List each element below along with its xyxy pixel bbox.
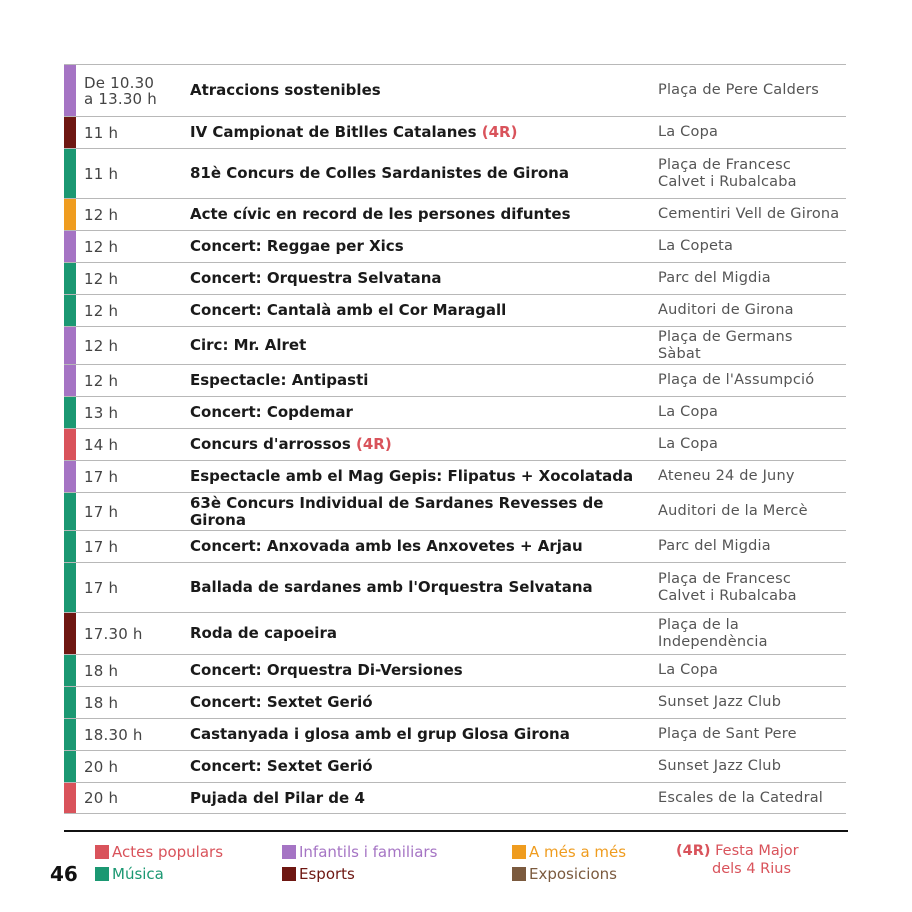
legend-4r-label-2: dels 4 Rius (712, 861, 791, 877)
event-venue: Cementiri Vell de Girona (658, 206, 840, 223)
event-title (190, 206, 650, 223)
event-venue: Plaça de l'Assumpció (658, 372, 815, 389)
event-title-text: Concert: Copdemar (190, 403, 353, 421)
event-title-text: Castanyada i glosa amb el grup Glosa Girona (190, 725, 570, 743)
legend-4r-code: (4R) (676, 843, 711, 859)
event-time: 17 h (84, 578, 119, 597)
event-title (190, 436, 650, 453)
category-color-bar (64, 65, 76, 116)
event-venue: Parc del Migdia (658, 538, 771, 555)
event-time: 11 h (84, 164, 119, 183)
page-number: 46 (50, 862, 78, 886)
legend-swatch-esports (282, 867, 296, 881)
event-title-text: Concert: Orquestra Di-Versiones (190, 661, 463, 679)
event-venue: La Copa (658, 436, 719, 453)
schedule-row (64, 750, 846, 782)
event-4r-tag: (4R) (481, 123, 518, 141)
legend-label: Esports (299, 865, 355, 883)
schedule-row (64, 530, 846, 562)
legend-label: Exposicions (529, 865, 617, 883)
legend-4r (676, 842, 799, 878)
schedule-row (64, 396, 846, 428)
event-title (190, 625, 650, 642)
category-color-bar (64, 263, 76, 294)
event-venue: La Copa (658, 124, 719, 141)
schedule-row (64, 116, 846, 148)
event-title-text: Concert: Sextet Gerió (190, 757, 373, 775)
event-title-text: IV Campionat de Bitlles Catalanes (190, 123, 482, 141)
legend-swatch-actes-populars (95, 845, 109, 859)
event-title (190, 468, 650, 485)
schedule-row (64, 782, 846, 814)
category-color-bar (64, 295, 76, 326)
event-title (190, 124, 650, 141)
category-color-bar (64, 365, 76, 396)
category-color-bar (64, 719, 76, 750)
schedule-row (64, 460, 846, 492)
event-title-text: Concert: Cantalà amb el Cor Maragall (190, 301, 507, 319)
event-venue: Escales de la Catedral (658, 789, 824, 806)
schedule-row (64, 364, 846, 396)
category-color-bar (64, 531, 76, 562)
event-title (190, 404, 650, 421)
event-title (190, 538, 650, 555)
event-time: 17.30 h (84, 624, 143, 643)
event-venue: La Copeta (658, 238, 734, 255)
legend-label: A més a més (529, 843, 627, 861)
legend-esports (282, 865, 355, 883)
event-time: De 10.30 a 13.30 h (84, 73, 157, 108)
category-color-bar (64, 397, 76, 428)
event-venue: Ateneu 24 de Juny (658, 468, 795, 485)
event-venue: Sunset Jazz Club (658, 758, 782, 775)
event-title (190, 495, 650, 529)
event-venue: Sunset Jazz Club (658, 694, 782, 711)
schedule-row (64, 64, 846, 116)
event-title-text: Acte cívic en record de les persones difuntes (190, 205, 571, 223)
schedule-row (64, 612, 846, 654)
event-time: 17 h (84, 467, 119, 486)
event-time: 12 h (84, 205, 119, 224)
category-color-bar (64, 751, 76, 782)
event-venue: Plaça de Sant Pere (658, 726, 797, 743)
event-title (190, 238, 650, 255)
category-color-bar (64, 687, 76, 718)
schedule-row (64, 654, 846, 686)
event-title (190, 579, 650, 596)
category-color-bar (64, 655, 76, 686)
event-title (190, 694, 650, 711)
category-color-bar (64, 149, 76, 198)
event-title-text: Circ: Mr. Alret (190, 336, 307, 354)
event-time: 14 h (84, 435, 119, 454)
event-title (190, 82, 650, 99)
category-color-bar (64, 327, 76, 364)
category-color-bar (64, 461, 76, 492)
event-time: 12 h (84, 269, 119, 288)
event-venue: La Copa (658, 404, 719, 421)
schedule-row (64, 198, 846, 230)
event-time: 12 h (84, 371, 119, 390)
event-time: 11 h (84, 123, 119, 142)
event-title-text: Roda de capoeira (190, 624, 337, 642)
event-time: 17 h (84, 537, 119, 556)
event-venue: Plaça de Germans Sàbat (658, 329, 793, 362)
event-time: 20 h (84, 789, 119, 807)
legend-label: Infantils i familiars (299, 843, 438, 861)
category-color-bar (64, 613, 76, 654)
event-title (190, 302, 650, 319)
event-title-text: Concert: Orquestra Selvatana (190, 269, 442, 287)
legend-label: Música (112, 865, 164, 883)
event-title-text: 63è Concurs Individual de Sardanes Revesses de Girona (190, 493, 604, 529)
schedule-row (64, 686, 846, 718)
legend-swatch-infantils (282, 845, 296, 859)
event-title-text: Atraccions sostenibles (190, 81, 381, 99)
event-title-text: Concert: Sextet Gerió (190, 693, 373, 711)
event-venue: Plaça de Pere Calders (658, 82, 820, 99)
category-color-bar (64, 199, 76, 230)
legend-swatch-exposicions (512, 867, 526, 881)
schedule-row (64, 492, 846, 530)
event-time: 12 h (84, 336, 119, 355)
legend-actes-populars (95, 843, 223, 861)
event-time: 18 h (84, 693, 119, 712)
legend-4r-label-1: Festa Major (710, 843, 799, 859)
legend-label: Actes populars (112, 843, 224, 861)
event-title-text: Espectacle: Antipasti (190, 371, 369, 389)
event-time: 20 h (84, 757, 119, 776)
event-venue: Auditori de Girona (658, 302, 794, 319)
schedule-row (64, 230, 846, 262)
event-time: 12 h (84, 301, 119, 320)
category-color-bar (64, 117, 76, 148)
event-venue: Plaça de la Independència (658, 617, 768, 650)
event-title-text: Concurs d'arrossos (190, 435, 356, 453)
event-title (190, 790, 650, 807)
event-title-text: Concert: Reggae per Xics (190, 237, 404, 255)
event-title (190, 372, 650, 389)
event-4r-tag: (4R) (355, 435, 392, 453)
event-venue: Plaça de Francesc Calvet i Rubalcaba (658, 157, 797, 190)
schedule-row (64, 428, 846, 460)
event-title-text: Pujada del Pilar de 4 (190, 788, 365, 807)
event-venue: Auditori de la Mercè (658, 503, 808, 520)
schedule-row (64, 562, 846, 612)
event-title-text: Espectacle amb el Mag Gepis: Flipatus + Xocolatada (190, 467, 634, 485)
category-color-bar (64, 429, 76, 460)
event-venue: Parc del Migdia (658, 270, 771, 287)
schedule-row (64, 326, 846, 364)
category-color-bar (64, 783, 76, 813)
event-title-text: Ballada de sardanes amb l'Orquestra Selvatana (190, 578, 593, 596)
legend-swatch-a-mes (512, 845, 526, 859)
event-venue: Plaça de Francesc Calvet i Rubalcaba (658, 571, 797, 604)
schedule-table (64, 64, 846, 814)
event-title (190, 165, 650, 182)
event-venue: La Copa (658, 662, 719, 679)
event-title (190, 337, 650, 354)
event-time: 12 h (84, 237, 119, 256)
event-time: 18.30 h (84, 725, 143, 744)
legend-a-mes (512, 843, 626, 861)
legend-swatch-musica (95, 867, 109, 881)
schedule-row (64, 718, 846, 750)
legend-musica (95, 865, 164, 883)
event-time: 13 h (84, 403, 119, 422)
event-title-text: Concert: Anxovada amb les Anxovetes + Arjau (190, 537, 583, 555)
schedule-row (64, 262, 846, 294)
category-color-bar (64, 231, 76, 262)
category-color-bar (64, 493, 76, 530)
category-color-bar (64, 563, 76, 612)
event-title (190, 662, 650, 679)
event-title (190, 758, 650, 775)
schedule-row (64, 294, 846, 326)
schedule-row (64, 148, 846, 198)
legend-infantils (282, 843, 437, 861)
legend-divider (64, 830, 848, 832)
event-title (190, 726, 650, 743)
event-title-text: 81è Concurs de Colles Sardanistes de Girona (190, 164, 569, 182)
legend-exposicions (512, 865, 617, 883)
event-time: 17 h (84, 502, 119, 521)
event-time: 18 h (84, 661, 119, 680)
event-title (190, 270, 650, 287)
